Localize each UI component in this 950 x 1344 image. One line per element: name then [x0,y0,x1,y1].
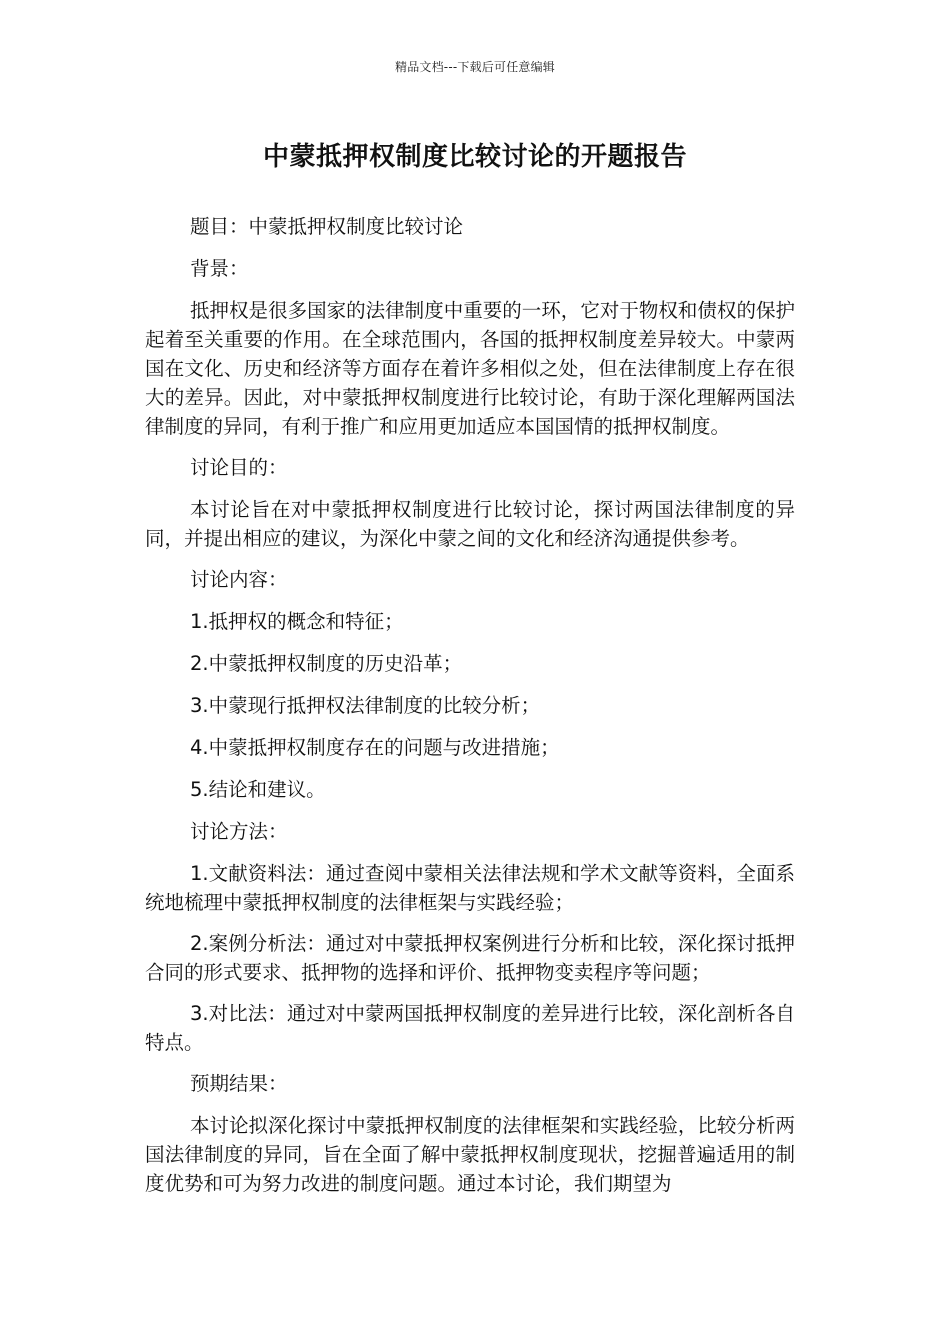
purpose-paragraph: 本讨论旨在对中蒙抵押权制度进行比较讨论，探讨两国法律制度的异同，并提出相应的建议，为深化中蒙之间的文化和经济沟通提供参考。 [145,498,795,550]
section-heading-expected-results: 预期结果： [190,1072,288,1095]
section-heading-background: 背景： [190,257,249,280]
method-item-3: 3.对比法：通过对中蒙两国抵押权制度的差异进行比较，深化剖析各自特点。 [145,1002,795,1054]
content-item-1: 1.抵押权的概念和特征； [190,610,404,633]
document-body [145,212,795,1210]
section-heading-content: 讨论内容： [190,568,288,591]
method-item-2: 2.案例分析法：通过对中蒙抵押权案例进行分析和比较，深化探讨抵押合同的形式要求、抵押物的选择和评价、抵押物变卖程序等问题； [145,932,795,984]
method-item-1: 1.文献资料法：通过查阅中蒙相关法律法规和学术文献等资料，全面系统地梳理中蒙抵押权制度的法律框架与实践经验； [145,862,795,914]
section-heading-purpose: 讨论目的： [190,456,288,479]
section-heading-methods: 讨论方法： [190,820,288,843]
document-title: 中蒙抵押权制度比较讨论的开题报告 [262,142,687,172]
topic-line: 题目：中蒙抵押权制度比较讨论 [190,215,464,238]
page-header: 精品文档---下载后可任意编辑 [395,60,555,74]
background-paragraph: 抵押权是很多国家的法律制度中重要的一环，它对于物权和债权的保护起着至关重要的作用。在全球范围内，各国的抵押权制度差异较大。中蒙两国在文化、历史和经济等方面存在着许多相似之处，但在法律制度上存在很大的差异。因此，对中蒙抵押权制度进行比较讨论，有助于深化理解两国法律制度的异同，有利于推广和应用更加适应本国国情的抵押权制度。 [145,299,795,438]
content-item-4: 4.中蒙抵押权制度存在的问题与改进措施； [190,736,560,759]
expected-results-paragraph: 本讨论拟深化探讨中蒙抵押权制度的法律框架和实践经验，比较分析两国法律制度的异同，旨在全面了解中蒙抵押权制度现状，挖掘普遍适用的制度优势和可为努力改进的制度问题。通过本讨论，我们期望为 [145,1114,795,1195]
content-item-2: 2.中蒙抵押权制度的历史沿革； [190,652,463,675]
content-item-5: 5.结论和建议。 [190,778,326,801]
content-item-3: 3.中蒙现行抵押权法律制度的比较分析； [190,694,541,717]
